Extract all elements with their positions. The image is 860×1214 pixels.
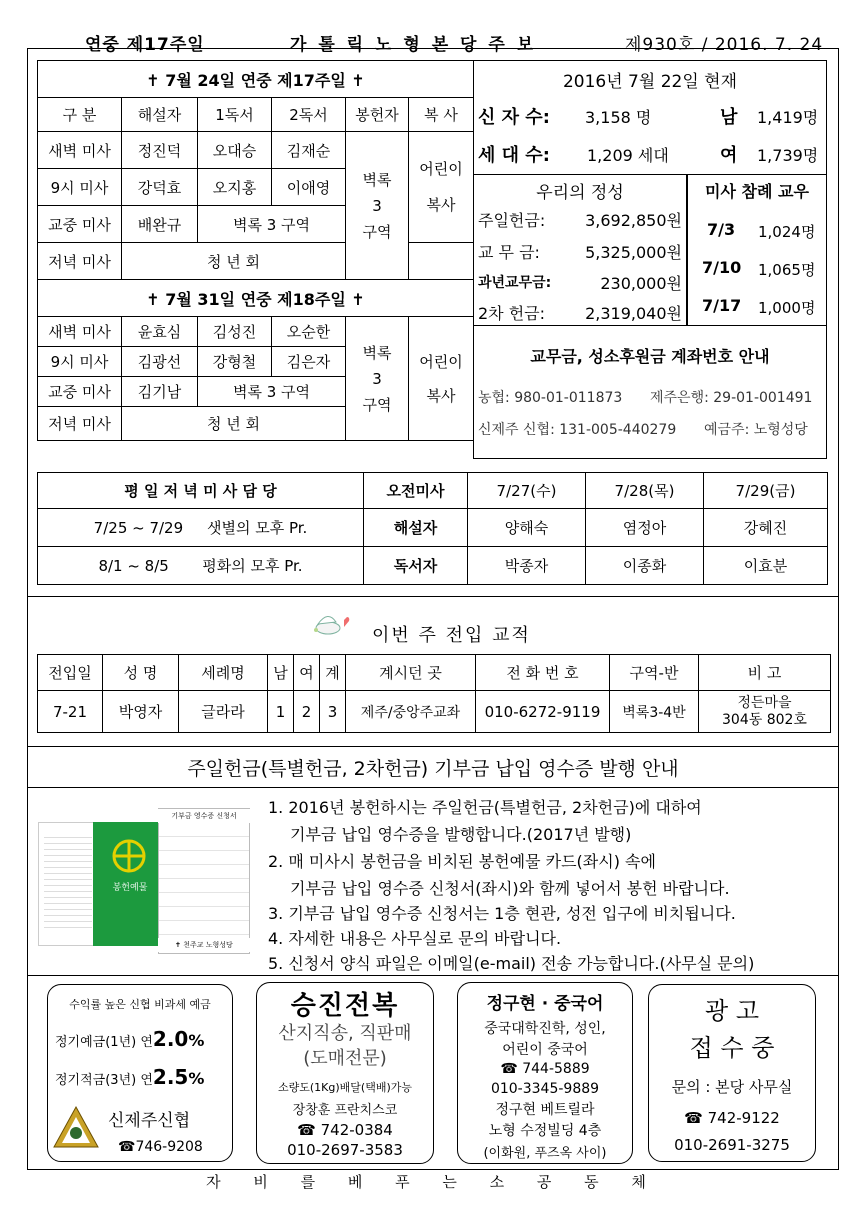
col-header: 복 사 <box>409 98 474 132</box>
ad1-phone: ☎746-9208 <box>118 1139 203 1155</box>
ad3-mobile: 010-3345-9889 <box>490 1081 600 1097</box>
form-title: 기부금 영수증 신청서 <box>158 809 250 823</box>
table-cell: 김재순 <box>272 132 346 169</box>
table-cell: 2 <box>294 691 320 733</box>
ad3-line: (이화원, 푸즈옥 사이) <box>483 1145 607 1161</box>
col-header: 1독서 <box>198 98 272 132</box>
altar-cell <box>409 317 474 441</box>
table-cell: 배완규 <box>122 206 198 243</box>
ad1-top: 수익률 높은 신협 비과세 예금 <box>69 998 211 1011</box>
weekday-range: 8/1 ~ 8/5 <box>98 557 169 575</box>
table-cell: 교중 미사 <box>38 377 122 407</box>
ad2-title: 승진전복 <box>290 990 400 1021</box>
col-header: 세례명 <box>179 655 268 691</box>
offering-line: 3 <box>372 196 382 215</box>
table-cell: 오순한 <box>272 317 346 347</box>
weekday-row <box>38 547 364 585</box>
table-cell: 오지홍 <box>198 169 272 206</box>
account-line: 신제주 신협: 131-005-440279 <box>478 422 677 438</box>
col-header: 성 명 <box>103 655 179 691</box>
attendance-date: 7/17 <box>702 296 742 315</box>
table-cell: 1 <box>268 691 294 733</box>
table-cell: 저녁 미사 <box>38 407 122 441</box>
table-cell: 벽록 3 구역 <box>198 206 346 243</box>
altar-line: 어린이 <box>419 160 463 178</box>
ad3-line: 노형 수정빌딩 4층 <box>488 1123 602 1139</box>
receipt-item: 기부금 납입 영수증을 발행합니다.(2017년 발행) <box>290 825 632 844</box>
account-line: 예금주: 노형성당 <box>704 422 808 438</box>
col-header: 계 <box>320 655 346 691</box>
receipt-item: 1. 2016년 봉헌하시는 주일헌금(특별헌금, 2차헌금)에 대하여 <box>268 798 702 817</box>
table-cell: 3 <box>320 691 346 733</box>
offering-line: 구역 <box>362 395 392 414</box>
attendance-count: 1,065명 <box>758 261 816 279</box>
receipt-item: 기부금 납입 영수증 신청서(좌시)와 함께 넣어서 봉헌 바랍니다. <box>290 879 730 898</box>
weekday-row <box>38 509 364 547</box>
offering-line: 벽록 <box>362 343 392 362</box>
offering-cell <box>346 132 409 280</box>
ad2-line: (도매전문) <box>303 1048 387 1069</box>
offering-value: 5,325,000원 <box>585 243 682 262</box>
attendance-count: 1,000명 <box>758 299 816 317</box>
receipt-form-image <box>158 808 250 954</box>
offering-value: 3,692,850원 <box>585 211 682 230</box>
weekday-range: 7/25 ~ 7/29 <box>93 519 184 537</box>
cross-circle-icon <box>111 838 147 874</box>
ad4-line: 접 수 중 <box>689 1033 775 1062</box>
transfer-table <box>37 654 831 733</box>
offering-line: 벽록 <box>362 170 392 189</box>
attendance-title: 미사 참례 교우 <box>705 181 809 201</box>
table-cell: 김기남 <box>122 377 198 407</box>
credit-union-logo-icon <box>52 1105 100 1149</box>
account-line: 농협: 980-01-011873 <box>478 390 623 406</box>
offering-label: 주일헌금: <box>478 211 546 230</box>
card-label: 봉헌예물 <box>112 882 148 893</box>
table-cell: 오대승 <box>198 132 272 169</box>
receipt-item: 3. 기부금 납입 영수증 신청서는 1층 현관, 성전 입구에 비치됩니다. <box>268 904 736 923</box>
ad1-rate-label: 정기예금(1년) 연 <box>55 1035 153 1050</box>
col-header: 구역-반 <box>610 655 699 691</box>
header-title: 가 톨 릭 노 형 본 당 주 보 <box>290 35 537 55</box>
table-cell: 새벽 미사 <box>38 132 122 169</box>
ad1-rate-line <box>55 1065 204 1089</box>
receipt-item: 4. 자세한 내용은 사무실로 문의 바랍니다. <box>268 929 562 948</box>
receipt-title: 주일헌금(특별헌금, 2차헌금) 기부금 납입 영수증 발행 안내 <box>187 757 679 780</box>
ad3-line: 정구현 베트릴라 <box>495 1102 595 1118</box>
table-cell: 제주/중앙주교좌 <box>346 691 476 733</box>
col-header: 전입일 <box>38 655 103 691</box>
offerings-title: 우리의 정성 <box>536 182 624 203</box>
weekday-title: 평 일 저 녁 미 사 담 당 <box>38 473 364 509</box>
altar-line: 복사 <box>426 386 456 405</box>
offering-label: 교 무 금: <box>478 243 540 262</box>
weekday-group: 평화의 모후 Pr. <box>202 557 303 575</box>
table-cell: 새벽 미사 <box>38 317 122 347</box>
table-cell: 9시 미사 <box>38 169 122 206</box>
offering-value: 230,000원 <box>600 274 682 293</box>
col-header: 2독서 <box>272 98 346 132</box>
schedule-title-2: ✝ 7월 31일 연중 제18주일 ✝ <box>38 280 474 317</box>
ad1-rate-value: 2.5 <box>152 1065 189 1089</box>
col-header: 구 분 <box>38 98 122 132</box>
table-cell: 벽록 3 구역 <box>198 377 346 407</box>
date-cell: 7/28(목) <box>586 473 704 509</box>
schedule-title-1: ✝ 7월 24일 연중 제17주일 ✝ <box>38 61 474 98</box>
section-divider <box>27 596 839 597</box>
offering-line: 구역 <box>362 222 392 241</box>
account-line: 제주은행: 29-01-001491 <box>650 390 813 406</box>
accounts-title: 교무금, 성소후원금 계좌번호 안내 <box>530 346 770 366</box>
transfer-title: 이번 주 전입 교적 <box>372 625 531 646</box>
section-divider <box>27 975 839 976</box>
altar-line: 어린이 <box>419 352 463 371</box>
table-cell: 9시 미사 <box>38 347 122 377</box>
receipt-item: 5. 신청서 양식 파일은 이메일(e-mail) 전송 가능합니다.(사무실 문의) <box>268 954 755 973</box>
table-cell: 이종화 <box>586 547 704 585</box>
ad3-phone: ☎ 744-5889 <box>500 1061 590 1077</box>
col-header: 해설자 <box>122 98 198 132</box>
table-cell: 글라라 <box>179 691 268 733</box>
ad2-mobile: 010-2697-3583 <box>287 1141 403 1159</box>
offering-cell <box>346 317 409 441</box>
col-header: 비 고 <box>699 655 831 691</box>
table-cell: 박종자 <box>468 547 586 585</box>
offering-label: 과년교무금: <box>478 275 552 291</box>
male-label: 남 <box>720 107 738 128</box>
table-cell: 정진덕 <box>122 132 198 169</box>
section-divider <box>27 746 839 747</box>
table-cell: 강형철 <box>198 347 272 377</box>
female-value: 1,739명 <box>757 146 819 165</box>
col-header: 전 화 번 호 <box>476 655 610 691</box>
receipt-item: 2. 매 미사시 봉헌금을 비치된 봉헌예물 카드(좌시) 속에 <box>268 852 656 871</box>
ad3-title: 정구현 · 중국어 <box>486 993 604 1014</box>
ad4-phone: ☎ 742-9122 <box>684 1109 780 1127</box>
ad1-rate-value: 2.0 <box>152 1027 189 1051</box>
households-value: 1,209 세대 <box>587 146 669 165</box>
ad1-rate-pct: % <box>188 1031 205 1050</box>
table-cell: 이애영 <box>272 169 346 206</box>
footer-motto: 자 비 를 베 푸 는 소 공 동 체 <box>206 1172 660 1191</box>
ad1-rate-label: 정기적금(3년) 연 <box>55 1073 153 1088</box>
dove-icon <box>310 610 352 640</box>
ad1-name: 신제주신협 <box>108 1111 191 1131</box>
mass-schedule-table <box>37 60 474 441</box>
reader-label: 독서자 <box>364 547 468 585</box>
offering-line: 3 <box>372 369 382 388</box>
offering-label: 2차 헌금: <box>478 304 546 323</box>
table-cell: 010-6272-9119 <box>476 691 610 733</box>
believers-value: 3,158 명 <box>585 108 652 127</box>
ad2-line: 산지직송, 직판매 <box>278 1023 412 1044</box>
ad4-mobile: 010-2691-3275 <box>674 1136 790 1154</box>
form-footer: ✝ 천주교 노형성당 <box>158 938 250 952</box>
date-cell: 7/29(금) <box>704 473 828 509</box>
note-line: 정든마을 <box>737 694 792 711</box>
table-cell: 강덕효 <box>122 169 198 206</box>
ad1-rate-pct: % <box>188 1069 205 1088</box>
ad1-rate-line <box>55 1027 204 1051</box>
card-text-lines <box>44 832 92 932</box>
morning-mass-label: 오전미사 <box>364 473 468 509</box>
table-cell: 이효분 <box>704 547 828 585</box>
attendance-date: 7/3 <box>707 220 736 239</box>
table-cell: 교중 미사 <box>38 206 122 243</box>
male-value: 1,419명 <box>757 108 819 127</box>
col-header: 남 <box>268 655 294 691</box>
col-header: 계시던 곳 <box>346 655 476 691</box>
commentator-label: 해설자 <box>364 509 468 547</box>
table-cell: 김성진 <box>198 317 272 347</box>
ad4-line: 광 고 <box>705 996 759 1025</box>
table-cell: 강혜진 <box>704 509 828 547</box>
attendance-count: 1,024명 <box>758 223 816 241</box>
table-cell: 박영자 <box>103 691 179 733</box>
section-divider <box>27 787 839 788</box>
ad2-line: 장창훈 프란치스코 <box>292 1102 398 1118</box>
households-label: 세 대 수: <box>478 145 550 166</box>
table-cell: 7-21 <box>38 691 103 733</box>
table-cell: 양해숙 <box>468 509 586 547</box>
table-cell: 청 년 회 <box>122 407 346 441</box>
table-cell: 윤효심 <box>122 317 198 347</box>
table-cell: 저녁 미사 <box>38 243 122 280</box>
offering-value: 2,319,040원 <box>585 304 682 323</box>
ad3-line: 중국대학진학, 성인, <box>484 1021 606 1037</box>
table-cell: 벽록3-4반 <box>610 691 699 733</box>
table-cell: 염정아 <box>586 509 704 547</box>
female-label: 여 <box>720 145 738 166</box>
attendance-date: 7/10 <box>702 258 742 277</box>
ad3-line: 어린이 중국어 <box>502 1042 588 1058</box>
ad4-line: 문의 : 본당 사무실 <box>671 1077 793 1096</box>
ad2-phone: ☎ 742-0384 <box>297 1121 393 1139</box>
table-cell: 청 년 회 <box>122 243 346 280</box>
note-line: 304동 802호 <box>722 711 807 728</box>
ad2-line: 소량도(1Kg)배달(택배)가능 <box>278 1081 412 1094</box>
table-cell: 김은자 <box>272 347 346 377</box>
header-left: 연중 제17주일 <box>85 35 205 55</box>
weekday-group: 샛별의 모후 Pr. <box>207 519 308 537</box>
altar-cell <box>409 132 474 243</box>
col-header: 봉헌자 <box>346 98 409 132</box>
weekday-mass-table <box>37 472 828 585</box>
col-header: 여 <box>294 655 320 691</box>
date-cell: 7/27(수) <box>468 473 586 509</box>
altar-line: 복사 <box>426 196 456 214</box>
table-cell: 김광선 <box>122 347 198 377</box>
believers-label: 신 자 수: <box>478 107 550 128</box>
note-cell <box>699 691 831 733</box>
issue-number: 제930호 / 2016. 7. 24 <box>625 35 824 55</box>
stats-title: 2016년 7월 22일 현재 <box>562 71 738 92</box>
